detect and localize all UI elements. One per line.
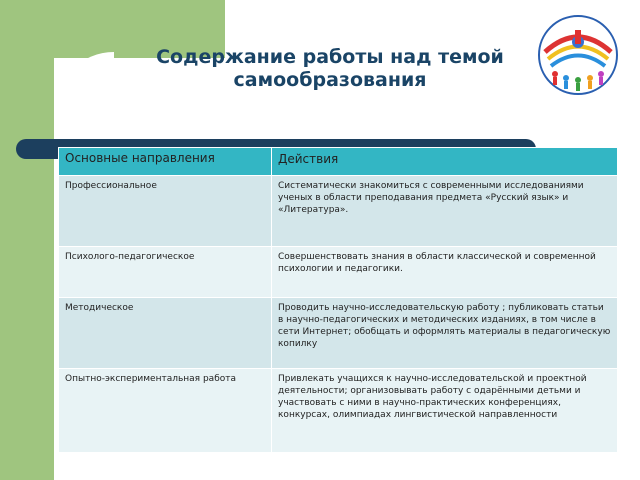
table-row — [59, 247, 618, 298]
title-line-2: самообразования — [233, 69, 427, 91]
directions-table — [58, 147, 618, 453]
table-row — [59, 369, 618, 453]
slide-title — [100, 46, 560, 92]
table-header-row — [59, 148, 618, 176]
header-actions: Действия — [272, 148, 618, 176]
direction-cell: Опытно-экспериментальная работа — [59, 369, 272, 453]
direction-cell: Методическое — [59, 298, 272, 369]
direction-cell: Профессиональное — [59, 176, 272, 247]
action-cell: Проводить научно-исследовательскую работу ; публиковать статьи в научно-педагогических и методических изданиях, в том числе в сети Интернет; обобщать и оформлять материалы в педагогическую копилку — [272, 298, 618, 369]
action-cell: Привлекать учащихся к научно-исследовательской и проектной деятельности; организовывать работу с одарёнными детьми и участвовать с ними в научно-практических конференциях, конкурсах, олимпиадах лингвистической направленности — [272, 369, 618, 453]
table-row — [59, 298, 618, 369]
table-row — [59, 176, 618, 247]
title-line-1: Содержание работы над темой — [156, 46, 504, 68]
direction-cell: Психолого-педагогическое — [59, 247, 272, 298]
action-cell: Систематически знакомиться с современными исследованиями ученых в области преподавания предмета «Русский язык» и «Литература». — [272, 176, 618, 247]
header-directions: Основные направления — [59, 148, 272, 176]
action-cell: Совершенствовать знания в области классической и современной психологии и педагогики. — [272, 247, 618, 298]
children-around-globe-icon — [535, 12, 621, 98]
